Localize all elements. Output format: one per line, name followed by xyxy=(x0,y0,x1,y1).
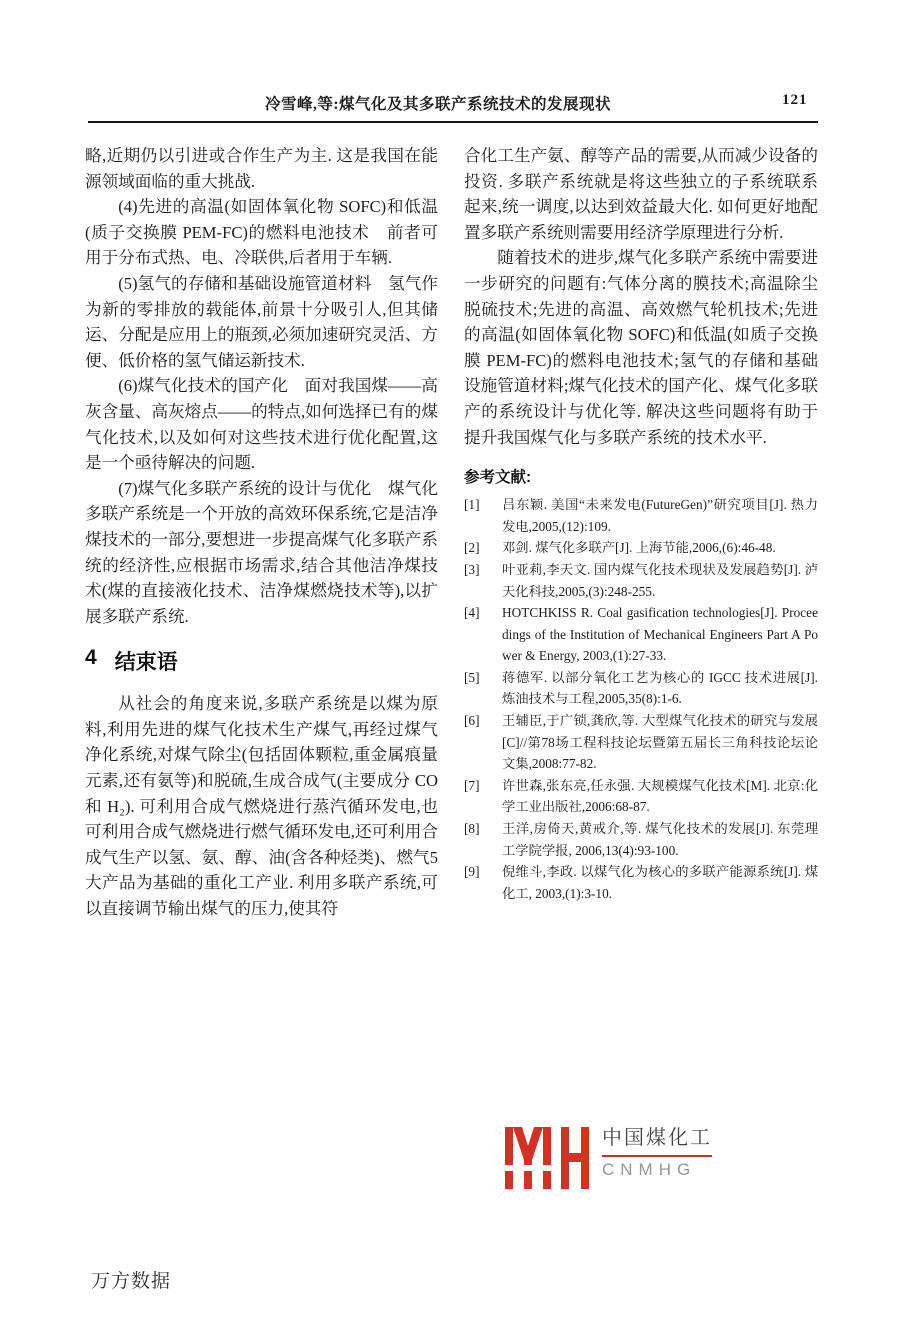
reference-item xyxy=(464,559,818,602)
page-number: 121 xyxy=(782,92,808,108)
reference-marker: [6] xyxy=(464,713,480,729)
reference-item xyxy=(464,710,818,775)
left-column xyxy=(85,143,438,922)
reference-marker: [2] xyxy=(464,540,480,556)
paragraph-continuation: 略,近期仍以引进或合作生产为主. 这是我国在能源领域面临的重大挑战. xyxy=(85,146,438,191)
paragraph-continuation: 合化工生产氨、醇等产品的需要,从而减少设备的投资. 多联产系统就是将这些独立的子系统联系起来,统一调度,以达到效益最大化. 如何更好地配置多联产系统则需要用经济学原理进行分析. xyxy=(464,146,818,242)
reference-text: 许世森,张东亮,任永强. 大规模煤气化技术[M]. 北京:化学工业出版社,2006:68-87. xyxy=(502,777,818,815)
reference-text: 王辅臣,于广锁,龚欣,等. 大型煤气化技术的研究与发展[C]//第78场工程科技论坛暨第五届长三角科技论坛论文集,2008:77-82. xyxy=(502,713,818,772)
reference-item xyxy=(464,537,818,559)
reference-text: 倪维斗,李政. 以煤气化为核心的多联产能源系统[J]. 煤化工, 2003,(1):3-10. xyxy=(502,864,818,901)
reference-marker: [9] xyxy=(464,864,480,880)
reference-marker: [3] xyxy=(464,561,480,577)
paragraph-item-6: (6)煤气化技术的国产化 面对我国煤——高灰含量、高灰熔点——的特点,如何选择已有的煤气化技术,以及如何对这些技术进行优化配置,这是一个亟待解决的问题. xyxy=(85,376,438,473)
reference-text: 蒋德军. 以部分氧化工艺为核心的 IGCC 技术进展[J]. 炼油技术与工程,2005,35(8):1-6. xyxy=(502,669,818,707)
logo-text xyxy=(602,1127,712,1180)
page-header-title: 冷雪峰,等:煤气化及其多联产系统技术的发展现状 xyxy=(264,96,612,113)
right-column xyxy=(464,143,818,922)
section-title: 结束语 xyxy=(114,651,178,675)
reference-text: 吕东颖. 美国“未来发电(FutureGen)”研究项目[J]. 热力发电,2005,(12):109. xyxy=(502,497,818,534)
paragraph-item-4: (4)先进的高温(如固体氧化物 SOFC)和低温(质子交换膜 PEM-FC)的燃料电池技术 前者可用于分布式热、电、冷联供,后者用于车辆. xyxy=(85,197,438,268)
two-column-body xyxy=(85,143,818,922)
paragraph-item-5: (5)氢气的存储和基础设施管道材料 氢气作为新的零排放的载能体,前景十分吸引人,但其储运、分配是应用上的瓶颈,必须加速研究灵活、方便、低价格的氢气储运新技术. xyxy=(85,273,438,370)
reference-marker: [7] xyxy=(464,777,480,793)
reference-item xyxy=(464,602,818,667)
reference-marker: [5] xyxy=(464,669,480,685)
logo-name-cn: 中国煤化工 xyxy=(602,1127,712,1157)
paragraph-research-issues: 随着技术的进步,煤气化多联产系统中需要进一步研究的问题有:气体分离的膜技术;高温除尘脱硫技术;先进的高温、高效燃气轮机技术;先进的高温(如固体氧化物 SOFC)和低温(如质子交换膜 PEM-FC)的燃料电池技术;氢气的存储和基础设施管道材料;煤气化技术的国产化、煤气化多联产的系统设计与优化等. 解决这些问题将有助于提升我国煤气化与多联产系统的技术水平. xyxy=(464,248,818,447)
section-heading xyxy=(85,646,438,676)
myh-monogram-icon xyxy=(505,1127,589,1189)
reference-marker: [4] xyxy=(464,605,480,621)
reference-item xyxy=(464,818,818,861)
references-list xyxy=(464,494,818,904)
reference-item xyxy=(464,667,818,710)
paragraph-item-7: (7)煤气化多联产系统的设计与优化 煤气化多联产系统是一个开放的高效环保系统,它是洁净煤技术的一部分,要想进一步提高煤气化多联产系统的经济性,应根据市场需求,结合其他洁净煤技术(煤的直接液化技术、洁净煤燃烧技术等),以扩展多联产系统. xyxy=(85,478,438,626)
reference-marker: [8] xyxy=(464,821,480,837)
reference-text: HOTCHKISS R. Coal gasification technologies[J]. Proceedings of the Institution of Mechanical Engineers Part A Power & Energy, 2003,(1):27-33. xyxy=(502,605,818,664)
reference-marker: [1] xyxy=(464,497,480,513)
reference-item xyxy=(464,861,818,904)
logo-name-en: CNMHG xyxy=(602,1160,697,1179)
publisher-logo xyxy=(505,1127,712,1189)
reference-item xyxy=(464,494,818,537)
reference-item xyxy=(464,775,818,818)
reference-text: 叶亚莉,李天文. 国内煤气化技术现状及发展趋势[J]. 泸天化科技,2005,(3):248-255. xyxy=(502,561,818,599)
wanfang-watermark: 万方数据 xyxy=(91,1271,172,1292)
header-rule xyxy=(88,121,818,123)
reference-text: 邓剑. 煤气化多联产[J]. 上海节能,2006,(6):46-48. xyxy=(502,540,776,556)
references-heading: 参考文献: xyxy=(464,469,532,487)
conclusion-paragraph: 从社会的角度来说,多联产系统是以煤为原料,利用先进的煤气化技术生产煤气,再经过煤气净化系统,对煤气除尘(包括固体颗粒,重金属痕量元素,还有氨等)和脱硫,生成合成气(主要成分 CO 和 H₂). 可利用合成气燃烧进行蒸汽循环发电,也可利用合成气燃烧进行燃气循环发电,还可利用合成气生产以氢、氨、醇、油(含各种烃类)、燃气5大产品为基础的重化工产业. 利用多联产系统,可以直接调节输出煤气的压力,使其符 xyxy=(85,694,438,919)
reference-text: 王洋,房倚天,黄戒介,等. 煤气化技术的发展[J]. 东莞理工学院学报, 2006,13(4):93-100. xyxy=(502,821,818,858)
section-number: 4 xyxy=(85,646,97,670)
